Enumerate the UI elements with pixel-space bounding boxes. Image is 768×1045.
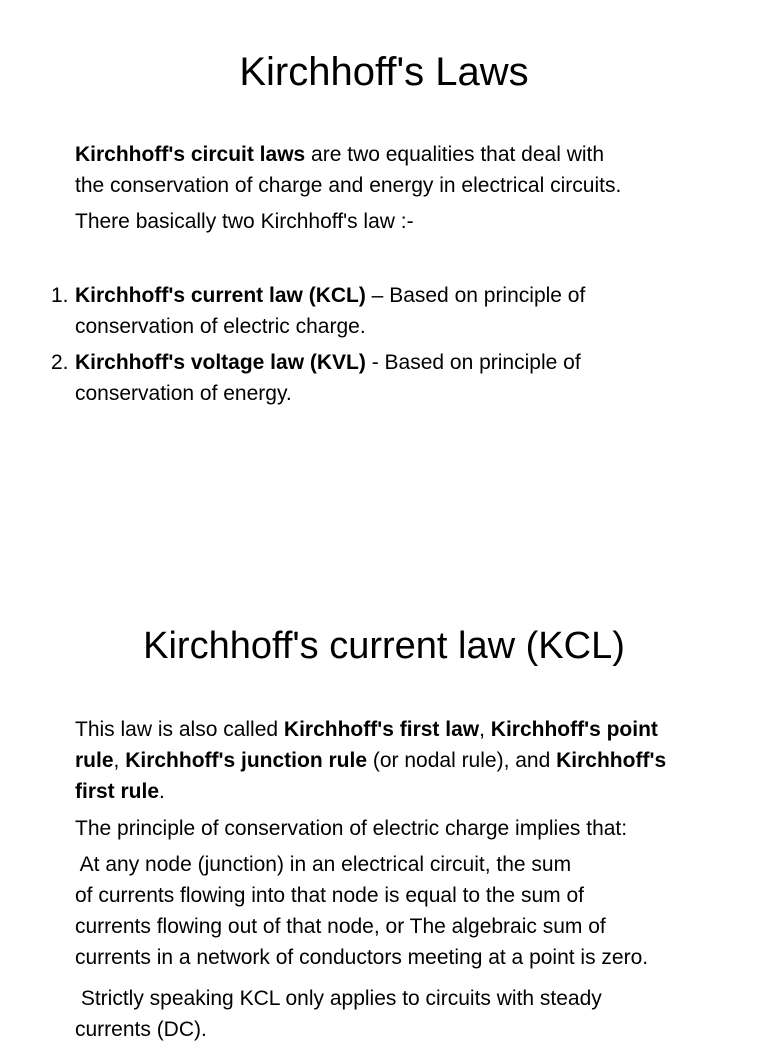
- text-run: ,: [479, 718, 491, 741]
- list-number: 2.: [51, 351, 69, 374]
- slide-1: [0, 0, 768, 512]
- bold-term: rule: [75, 749, 114, 772]
- text-run: .: [159, 780, 165, 803]
- slide-1-title: Kirchhoff's Laws: [239, 50, 529, 94]
- text-run: (or nodal rule), and: [367, 749, 557, 772]
- bold-term: Kirchhoff's junction rule: [125, 749, 368, 772]
- statement-line: currents flowing out of that node, or The algebraic sum of: [75, 915, 606, 938]
- slide-2-title: Kirchhoff's current law (KCL): [143, 625, 625, 667]
- bold-term: first rule: [75, 780, 160, 803]
- dc-note-paragraph: [75, 983, 735, 1045]
- intro-line1-rest: are two equalities that deal with: [305, 143, 605, 166]
- intro-paragraph: [75, 139, 735, 201]
- bold-term: Kirchhoff's first law: [283, 718, 480, 741]
- note-line: Strictly speaking KCL only applies to circuits with steady: [75, 987, 602, 1010]
- intro-bold-term: Kirchhoff's circuit laws: [75, 143, 306, 166]
- kcl-names-paragraph: [75, 714, 735, 807]
- there-paragraph: There basically two Kirchhoff's law :-: [75, 210, 414, 233]
- kcl-statement-paragraph: [75, 849, 755, 973]
- list-item-rest: – Based on principle of: [365, 284, 586, 307]
- text-run: ,: [113, 749, 126, 772]
- intro-line2: the conservation of charge and energy in electrical circuits.: [75, 174, 622, 197]
- statement-line: At any node (junction) in an electrical circuit, the sum: [75, 853, 572, 876]
- bold-term: Kirchhoff's point: [490, 718, 658, 741]
- list-item-bold: Kirchhoff's current law (KCL): [75, 284, 366, 307]
- list-item-rest: - Based on principle of: [365, 351, 581, 374]
- list-item-continuation: conservation of energy.: [75, 382, 292, 405]
- statement-line: of currents flowing into that node is equal to the sum of: [75, 884, 584, 907]
- principle-paragraph: The principle of conservation of electric charge implies that:: [75, 817, 628, 840]
- list-item-kvl: [51, 347, 741, 409]
- list-item-continuation: conservation of electric charge.: [75, 315, 366, 338]
- statement-line: currents in a network of conductors meeting at a point is zero.: [75, 946, 649, 969]
- text-run: This law is also called: [75, 718, 284, 741]
- list-item-kcl: [51, 280, 741, 342]
- bold-term: Kirchhoff's: [556, 749, 667, 772]
- list-item-bold: Kirchhoff's voltage law (KVL): [75, 351, 366, 374]
- note-line: currents (DC).: [75, 1018, 207, 1041]
- list-number: 1.: [51, 284, 69, 307]
